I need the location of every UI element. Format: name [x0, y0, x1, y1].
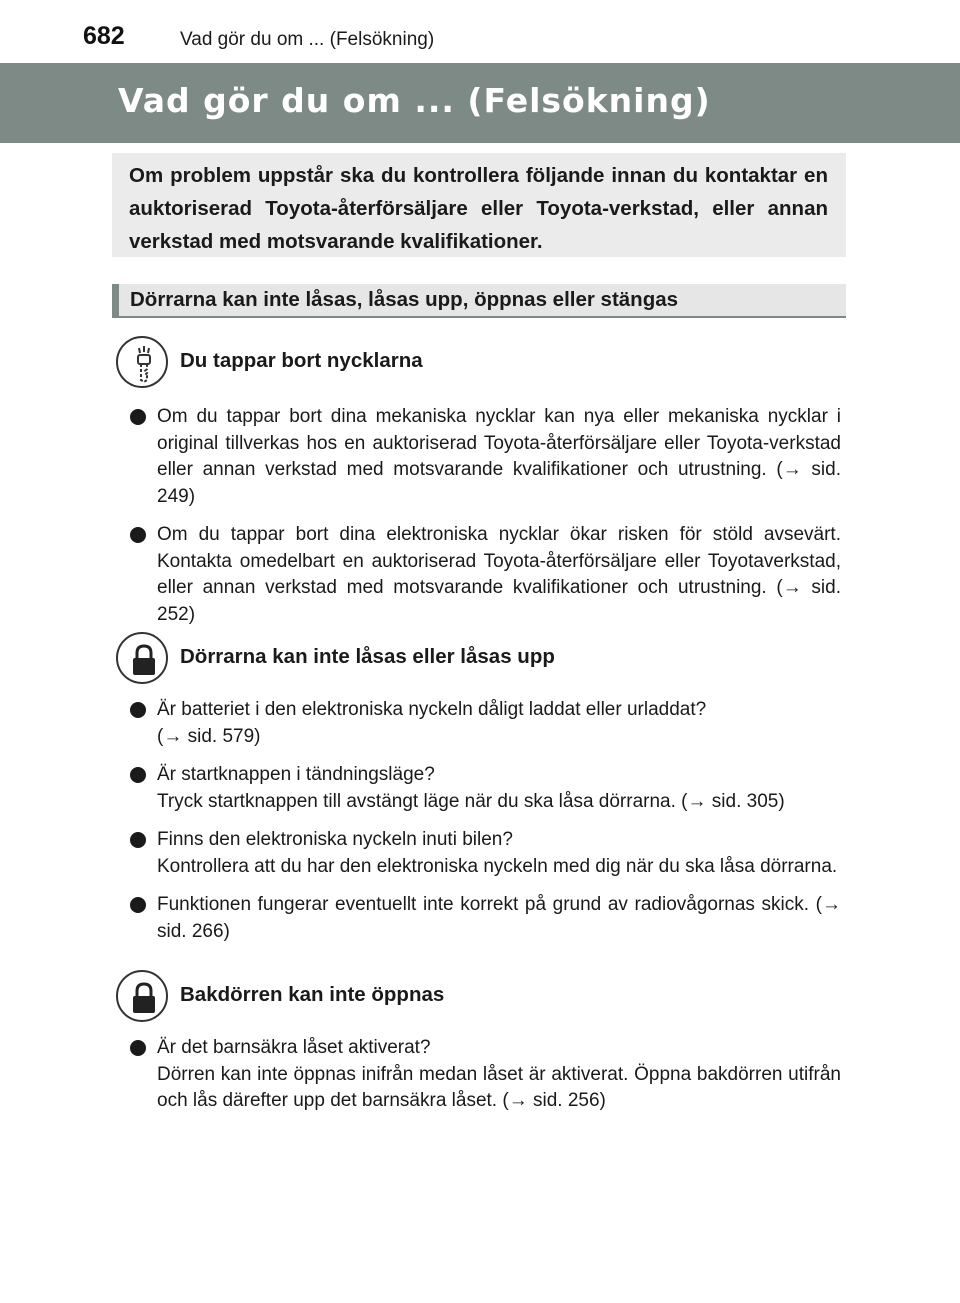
running-head: Vad gör du om ... (Felsökning) — [180, 29, 435, 50]
subsection-title: Bakdörren kan inte öppnas — [180, 983, 445, 1006]
intro-box: Om problem uppstår ska du kontrollera följande innan du kontaktar en auktoriserad Toyota-återförsäljare eller Toyota-verkstad, eller annan verkstad med motsvarande kvalifikationer. — [112, 153, 846, 257]
bullet-list-doors-lock — [128, 697, 841, 957]
list-item: Om du tappar bort dina elektroniska nycklar ökar risken för stöld avsevärt. Kontakta omedelbart en auktoriserad Toyota-återförsäljare eller Toyotaverkstad, eller annan verkstad med motsvarande kvalifikationer och utrustning. (→ sid. 252) — [128, 522, 841, 628]
bullet-dot — [130, 527, 146, 543]
subsection-title: Du tappar bort nycklarna — [180, 349, 423, 372]
subsection-heading-lost-keys — [116, 336, 856, 392]
section-heading: Dörrarna kan inte låsas, låsas upp, öppnas eller stängas — [112, 284, 846, 318]
subsection-heading-doors-lock — [116, 632, 856, 688]
list-item: Är batteriet i den elektroniska nyckeln dåligt laddat eller urladdat? (→ sid. 579) — [128, 697, 841, 750]
page-title: Vad gör du om ... (Felsökning) — [118, 81, 711, 120]
padlock-icon — [116, 632, 168, 684]
list-item: Är startknappen i tändningsläge? Tryck startknappen till avstängt läge när du ska låsa dörrarna. (→ sid. 305) — [128, 762, 841, 815]
bullet-list-back-door — [128, 1035, 841, 1127]
list-item: Finns den elektroniska nyckeln inuti bilen? Kontrollera att du har den elektroniska nyckeln med dig när du ska låsa dörrarna. — [128, 827, 841, 880]
subsection-heading-back-door — [116, 970, 856, 1026]
bullet-list-lost-keys — [128, 404, 841, 640]
bullet-dot — [130, 767, 146, 783]
page-number: 682 — [83, 22, 125, 50]
bullet-dot — [130, 1040, 146, 1056]
list-item: Om du tappar bort dina mekaniska nycklar kan nya eller mekaniska nycklar i original tillverkas hos en auktoriserad Toyota-återförsäljare eller Toyota-verkstad eller annan verkstad med motsvarande kvalifikationer och utrustning. (→ sid. 249) — [128, 404, 841, 510]
bullet-dot — [130, 832, 146, 848]
padlock-icon — [116, 970, 168, 1022]
bullet-dot — [130, 409, 146, 425]
subsection-title: Dörrarna kan inte låsas eller låsas upp — [180, 645, 555, 668]
bullet-dot — [130, 897, 146, 913]
list-item: Är det barnsäkra låset aktiverat? Dörren kan inte öppnas inifrån medan låset är aktiverat. Öppna bakdörren utifrån och lås därefter upp det barnsäkra låset. (→ sid. 256) — [128, 1035, 841, 1115]
key-icon — [116, 336, 168, 388]
title-band — [0, 63, 960, 143]
bullet-dot — [130, 702, 146, 718]
list-item: Funktionen fungerar eventuellt inte korrekt på grund av radiovågornas skick. (→ sid. 266) — [128, 892, 841, 945]
